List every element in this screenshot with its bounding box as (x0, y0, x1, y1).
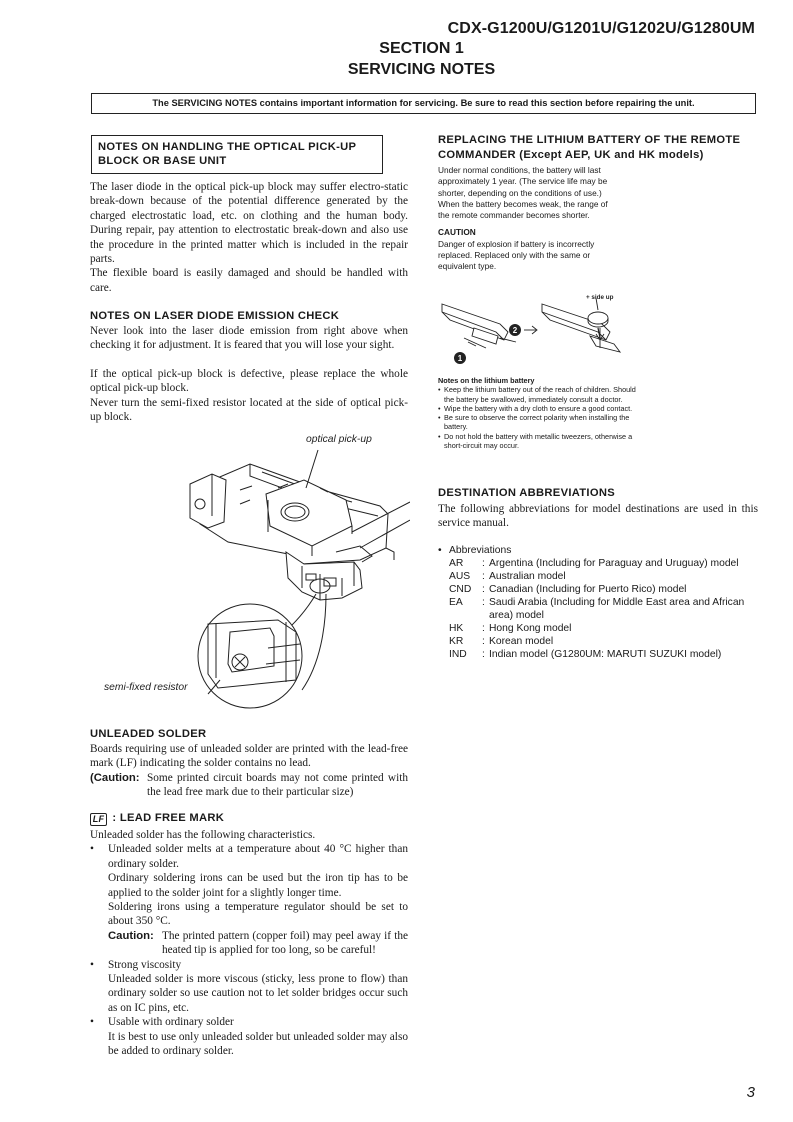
list-item: AUS : Australian model (449, 570, 760, 583)
unleaded-caution-text: Some printed circuit boards may not come printed with the lead free mark due to their particular size) (147, 771, 408, 799)
leadfree-bullet-1-p2: Ordinary soldering irons can be used but the iron tip has to be applied to the solder joint for a slightly longer time. (108, 872, 408, 899)
battery-text (438, 165, 618, 273)
abbr-desc: Hong Kong model (489, 623, 572, 634)
list-item: • Wipe the battery with a dry cloth to ensure a good contact. (438, 403, 633, 413)
battery-notes (438, 376, 638, 450)
abbr-code: AR (449, 558, 464, 569)
battery-note-4: Do not hold the battery with metallic tweezers, otherwise a short-circuit may occur. (444, 431, 633, 451)
section-number: SECTION 1 (379, 40, 464, 57)
battery-note-3: Be sure to observe the correct polarity when installing the battery. (444, 413, 630, 432)
leadfree-bullet-3-text: It is best to use only unleaded solder but unleaded solder may also be added to ordinary solder. (108, 1030, 408, 1058)
leadfree-caution-label: Caution: (108, 929, 154, 942)
unleaded-heading: UNLEADED SOLDER (90, 728, 207, 740)
laser-paragraph-2: If the optical pick-up block is defective, please replace the whole optical pick-up block. (90, 367, 408, 395)
list-item: • Keep the lithium battery out of the reach of children. Should the battery be swallowed, immediately consult a doctor. (438, 385, 638, 404)
abbr-desc: Australian model (489, 571, 566, 582)
leadfree-bullet-1-p3: Soldering irons using a temperature regulator should be set to about 350 °C. (108, 901, 408, 928)
laser-text (90, 324, 408, 424)
list-item: HK : Hong Kong model (449, 622, 760, 635)
page-title: SERVICING NOTES (347, 61, 496, 78)
handling-paragraph-2: The flexible board is easily damaged and should be handled with care. (90, 267, 408, 294)
abbr-code: HK (449, 623, 464, 634)
handling-heading: NOTES ON HANDLING THE OPTICAL PICK-UP BLOCK OR BASE UNIT (91, 135, 383, 174)
unleaded-caution-label: (Caution: (90, 771, 140, 784)
leadfree-intro: Unleaded solder has the following characteristics. (90, 829, 316, 841)
battery-replacement-figure (438, 290, 638, 370)
abbr-desc: Canadian (Including for Puerto Rico) model (489, 584, 687, 595)
destination-heading: DESTINATION ABBREVIATIONS (438, 487, 615, 499)
list-item: CND : Canadian (Including for Puerto Rico) model (449, 583, 760, 596)
battery-caution-title: CAUTION (438, 227, 476, 238)
abbr-code: CND (449, 584, 472, 595)
battery-notes-title: Notes on the lithium battery (438, 376, 535, 385)
list-item: • Unleaded solder melts at a temperature about 40 °C higher than ordinary solder. Ordinary soldering irons can be used but the iron tip has to be applied to the solder joint for a slightly longer time. Soldering irons using a temperature regulator should be set to about 350 °C. Caution: The printed pattern (copper foil) may peel away if the heated tip is applied for too long, so be careful! (90, 843, 408, 957)
page-number: 3 (746, 1084, 755, 1101)
leadfree-bullet-3-title: Usable with ordinary solder (108, 1016, 234, 1029)
battery-heading: REPLACING THE LITHIUM BATTERY OF THE REMOTE COMMANDER (Except AEP, UK and HK models) (438, 134, 741, 161)
handling-paragraph-1: The laser diode in the optical pick-up block may suffer electro-static break-down because of the potential difference generated by the charged electrostatic load, etc. on clothing and the human body. During repair, pay attention to electrostatic break-down and also use the procedure in the printed matter which is included in the repair parts. (90, 181, 408, 266)
laser-paragraph-3: Never turn the semi-fixed resistor located at the side of optical pick-up block. (90, 396, 408, 424)
abbr-desc: Argentina (Including for Paraguay and Uruguay) model (489, 558, 739, 569)
abbr-code: EA (449, 597, 463, 608)
handling-text (90, 180, 408, 295)
leadfree-heading-row (90, 812, 408, 826)
list-item: • Do not hold the battery with metallic tweezers, otherwise a short-circuit may occur. (438, 432, 638, 451)
abbr-desc: Korean model (489, 636, 554, 647)
leadfree-icon: LF (90, 813, 107, 826)
abbreviation-list-title: Abbreviations (449, 545, 512, 556)
abbr-code: KR (449, 636, 464, 647)
leadfree-bullet-2-title: Strong viscosity (108, 958, 182, 971)
laser-heading: NOTES ON LASER DIODE EMISSION CHECK (90, 310, 340, 322)
abbr-desc: Saudi Arabia (Including for Middle East area and African area) model (489, 597, 745, 621)
unleaded-caution (90, 771, 408, 800)
leadfree-heading: : LEAD FREE MARK (112, 812, 225, 824)
battery-note-2: Wipe the battery with a dry cloth to ensure a good contact. (444, 403, 633, 413)
plus-side-up-label: + side up (586, 294, 614, 301)
list-item: • Usable with ordinary solder It is best to use only unleaded solder but unleaded solder may also be added to ordinary solder. (90, 1016, 408, 1058)
battery-paragraph-1: Under normal conditions, the battery will last approximately 1 year. (The service life may be shorter, depending on the conditions of use.) (438, 165, 608, 198)
leadfree-caution (108, 929, 408, 958)
list-item: • Be sure to observe the correct polarity when installing the battery. (438, 413, 638, 432)
servicing-banner: The SERVICING NOTES contains important information for servicing. Be sure to read this section before repairing the unit. (91, 93, 756, 114)
abbr-code: IND (449, 649, 467, 660)
semi-fixed-resistor-label: semi-fixed resistor (104, 682, 188, 693)
list-item: IND : Indian model (G1280UM: MARUTI SUZUKI model) (449, 648, 760, 661)
step-1-marker: 1 (457, 354, 463, 363)
leadfree-bullet-1-p1: Unleaded solder melts at a temperature about 40 °C higher than ordinary solder. (108, 843, 408, 870)
list-item: AR : Argentina (Including for Paraguay and Uruguay) model (449, 557, 760, 570)
laser-paragraph-1: Never look into the laser diode emission from right above when checking it for adjustment. It is feared that you will lose your sight. (90, 325, 408, 352)
unleaded-paragraph: Boards requiring use of unleaded solder are printed with the lead-free mark (LF) indicating the solder contains no lead. (90, 743, 408, 770)
battery-note-1: Keep the lithium battery out of the reach of children. Should the battery be swallowed, immediately consult a doctor. (444, 385, 636, 404)
destination-paragraph: The following abbreviations for model destinations are used in this service manual. (438, 503, 758, 530)
abbreviation-list (438, 544, 760, 661)
battery-caution-text: Danger of explosion if battery is incorrectly replaced. Replaced only with the same or equivalent type. (438, 238, 595, 272)
leadfree-bullet-2-text: Unleaded solder is more viscous (sticky, less prone to flow) than ordinary solder so use caution not to let solder bridges occur such as on IC pins, etc. (108, 973, 408, 1014)
list-item: EA : Saudi Arabia (Including for Middle East area and African area) model (449, 596, 760, 622)
optical-pickup-label: optical pick-up (306, 434, 372, 445)
abbreviation-list-title-row: • Abbreviations (438, 545, 512, 556)
unleaded-text (90, 742, 408, 800)
leadfree-caution-text: The printed pattern (copper foil) may peel away if the heated tip is applied for too long, so be careful! (162, 929, 408, 957)
model-number: CDX-G1200U/G1201U/G1202U/G1280UM (447, 20, 755, 37)
step-2-marker: 2 (512, 326, 518, 335)
list-item: KR : Korean model (449, 635, 760, 648)
abbr-desc: Indian model (G1280UM: MARUTI SUZUKI model) (489, 649, 722, 660)
optical-pickup-figure (90, 428, 410, 710)
abbr-code: AUS (449, 571, 471, 582)
battery-paragraph-2: When the battery becomes weak, the range of the remote commander becomes shorter. (438, 198, 608, 221)
list-item: • Strong viscosity Unleaded solder is more viscous (sticky, less prone to flow) than ordinary solder so use caution not to let solder bridges occur such as on IC pins, etc. (90, 958, 408, 1014)
leadfree-text (90, 828, 408, 1059)
